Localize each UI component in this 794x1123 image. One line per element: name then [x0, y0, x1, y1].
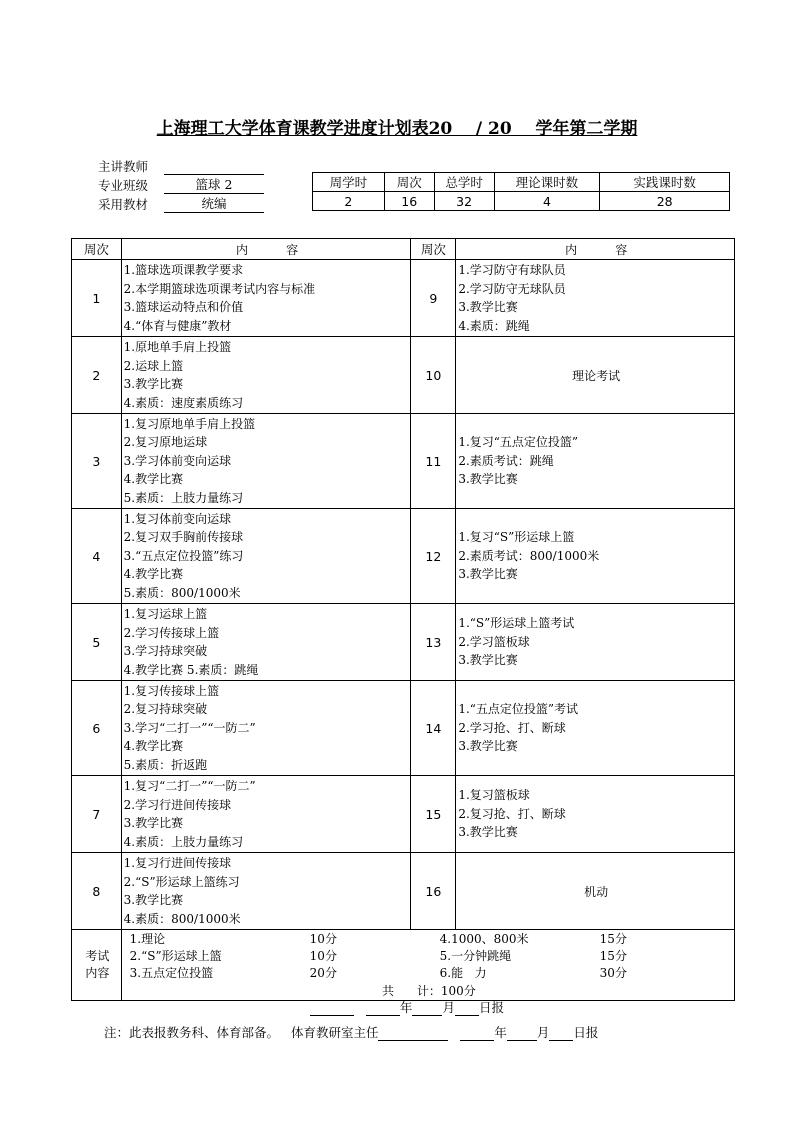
week-content — [121, 509, 411, 604]
week-content — [121, 681, 411, 776]
hours-header: 周学时 — [313, 173, 385, 192]
hours-value: 2 — [313, 192, 385, 211]
content-line: 3.教学比赛 — [458, 472, 518, 487]
week-number: 2 — [72, 337, 122, 414]
week-number: 13 — [411, 604, 456, 681]
week-content — [121, 414, 411, 509]
content-line: 3.教学比赛 — [458, 739, 518, 754]
content-line: 1.复习“二打一”“一防二” — [123, 779, 256, 793]
year-label: 年 — [494, 1025, 507, 1040]
content-line: 2.复习持球突破 — [123, 702, 208, 717]
year-label: 年 — [399, 1000, 413, 1015]
content-line: 4.教学比赛 — [123, 739, 184, 754]
content-line: 1.原地单手肩上投篮 — [123, 340, 232, 354]
exam-item: 3.五点定位投篮 — [129, 965, 214, 980]
content-line: 5.素质：上肢力量练习 — [123, 490, 244, 505]
content-line: 3.篮球运动特点和价值 — [123, 300, 244, 314]
exam-item: 5.一分钟跳绳 — [439, 948, 512, 963]
content-line: 4.教学比赛 — [123, 567, 184, 582]
week-number: 5 — [72, 604, 122, 681]
content-line: 4.素质：速度素质练习 — [123, 395, 244, 410]
content-line: 1.复习行进间传接球 — [123, 856, 232, 870]
textbook-field[interactable]: 统编 — [164, 195, 264, 213]
month-label: 月 — [442, 1000, 455, 1015]
day-field[interactable] — [549, 1026, 573, 1041]
exam-score: 15分 — [599, 948, 627, 963]
content-line: 1.复习“S”形运球上篮 — [458, 530, 575, 545]
week-number: 11 — [411, 414, 456, 509]
content-line: 2.素质考试：800/1000米 — [458, 548, 600, 563]
content-line: 2.学习抢、打、断球 — [458, 720, 566, 735]
table-row — [72, 337, 735, 414]
week-number: 9 — [411, 260, 456, 337]
month-field[interactable] — [412, 1001, 442, 1016]
week-number: 14 — [411, 681, 456, 776]
exam-label — [72, 930, 122, 1001]
content-line: 3.教学比赛 — [458, 653, 518, 668]
week-content — [456, 260, 735, 337]
day-report-label: 日报 — [478, 1000, 504, 1015]
year-field[interactable] — [460, 1026, 494, 1041]
exam-item: 6.能 力 — [439, 965, 487, 980]
content-line: 1.复习原地单手肩上投篮 — [123, 416, 256, 431]
content-line: 5.素质：折返跑 — [123, 757, 208, 772]
content-line: 3.学习“二打一”“一防二” — [123, 720, 256, 735]
teacher-field[interactable] — [164, 157, 264, 175]
week-header: 周次 — [72, 239, 122, 260]
schedule-table — [71, 238, 735, 1001]
course-info — [98, 157, 298, 214]
content-line: 1.复习运球上篮 — [123, 607, 208, 621]
content-line: 2.复习抢、打、断球 — [458, 806, 566, 821]
content-line: 1.复习“五点定位投篮” — [458, 435, 579, 450]
class-label: 专业班级 — [98, 178, 149, 193]
content-line: 2.运球上篮 — [123, 358, 184, 373]
content-line: 1.“五点定位投篮”考试 — [458, 702, 579, 717]
week-header: 周次 — [411, 239, 456, 260]
week-content — [121, 853, 411, 930]
week-content — [456, 509, 735, 604]
hours-header: 实践课时数 — [600, 173, 730, 192]
month-label: 月 — [536, 1025, 550, 1040]
content-line: 4.素质：跳绳 — [458, 318, 530, 333]
class-field[interactable]: 篮球 2 — [164, 176, 264, 194]
week-content — [456, 776, 735, 853]
content-line: 1.学习防守有球队员 — [458, 263, 566, 277]
content-line: 3.教学比赛 — [123, 377, 184, 391]
content-line: 5.素质：800/1000米 — [123, 585, 241, 600]
content-header: 内 容 — [456, 239, 735, 260]
table-row — [72, 414, 735, 509]
content-line: 2.学习行进间传接球 — [123, 797, 232, 812]
week-number: 6 — [72, 681, 122, 776]
hours-value: 32 — [434, 192, 494, 211]
exam-item: 1.理论 — [129, 931, 166, 946]
director-label: 体育教研室主任 — [290, 1025, 379, 1040]
exam-score: 10分 — [309, 948, 337, 963]
content-line: 2.学习防守无球队员 — [458, 281, 566, 296]
week-number: 15 — [411, 776, 456, 853]
content-line: 4.素质：上肢力量练习 — [123, 834, 244, 849]
content-line: 2.本学期篮球选项课考试内容与标准 — [123, 281, 316, 296]
week-number: 16 — [411, 853, 456, 930]
content-line: 2.“S”形运球上篮练习 — [123, 874, 240, 889]
footer-note: 注：此表报教务科、体育部备。 — [104, 1025, 280, 1040]
week-content — [456, 681, 735, 776]
hours-header: 周次 — [384, 173, 434, 192]
content-line: 3.教学比赛 — [458, 567, 518, 582]
page-title: 上海理工大学体育课教学进度计划表20 / 20 学年第二学期 — [156, 119, 638, 139]
year-field[interactable] — [366, 1001, 400, 1016]
content-line: 2.学习篮板球 — [458, 634, 530, 649]
week-content — [121, 776, 411, 853]
report-date — [310, 998, 504, 1016]
exam-item: 4.1000、800米 — [439, 931, 529, 946]
hours-header: 理论课时数 — [494, 173, 600, 192]
exam-score: 20分 — [309, 965, 337, 980]
exam-label-line: 内容 — [85, 966, 110, 980]
exam-score: 30分 — [599, 965, 627, 980]
content-line: 3.教学比赛 — [123, 816, 184, 830]
sign-field[interactable] — [310, 1001, 354, 1016]
week-number: 4 — [72, 509, 122, 604]
teacher-label: 主讲教师 — [98, 159, 149, 174]
content-line: 3.“五点定位投篮”练习 — [123, 548, 244, 563]
content-line: 1.篮球选项课教学要求 — [123, 263, 244, 277]
content-line: 1.复习体前变向运球 — [123, 511, 232, 526]
week-number: 10 — [411, 337, 456, 414]
week-content — [121, 604, 411, 681]
week-number: 3 — [72, 414, 122, 509]
content-line: 2.学习传接球上篮 — [123, 625, 220, 640]
content-line: 1.“S”形运球上篮考试 — [458, 616, 575, 631]
table-row — [72, 776, 735, 853]
table-row — [72, 681, 735, 776]
content-header: 内 容 — [121, 239, 411, 260]
day-report-label: 日报 — [573, 1025, 599, 1040]
exam-total: 共 计：100分 — [381, 983, 476, 998]
content-line: 3.学习体前变向运球 — [123, 453, 232, 468]
week-number: 8 — [72, 853, 122, 930]
week-content — [121, 260, 411, 337]
table-row — [72, 509, 735, 604]
content-line: 4.教学比赛 5.素质：跳绳 — [123, 662, 259, 677]
week-number: 1 — [72, 260, 122, 337]
exam-label-line: 考试 — [85, 949, 110, 963]
content-line: 3.学习持球突破 — [123, 644, 208, 658]
week-content — [456, 604, 735, 681]
content-line: 1.复习篮板球 — [458, 788, 530, 803]
hours-value: 28 — [600, 192, 730, 211]
content-line: 2.复习双手胸前传接球 — [123, 530, 244, 545]
table-row — [72, 604, 735, 681]
footer — [104, 1023, 598, 1041]
week-content: 机动 — [456, 853, 735, 930]
content-line: 3.教学比赛 — [123, 893, 184, 907]
content-line: 1.复习传接球上篮 — [123, 683, 220, 698]
day-field[interactable] — [455, 1001, 479, 1016]
content-line: 4.素质：800/1000米 — [123, 911, 241, 926]
exam-content — [121, 930, 734, 1001]
week-number: 7 — [72, 776, 122, 853]
exam-score: 15分 — [599, 931, 627, 946]
hours-header: 总学时 — [434, 173, 494, 192]
exam-score: 10分 — [309, 931, 337, 946]
hours-table — [312, 172, 730, 211]
table-row — [72, 853, 735, 930]
content-line: 3.教学比赛 — [458, 825, 518, 840]
week-content — [456, 414, 735, 509]
hours-value: 16 — [384, 192, 434, 211]
exam-item: 2.“S”形运球上篮 — [129, 948, 222, 963]
content-line: 4.“体育与健康”教材 — [123, 318, 232, 333]
director-field[interactable] — [378, 1026, 448, 1041]
week-content — [121, 337, 411, 414]
content-line: 3.教学比赛 — [458, 300, 518, 314]
hours-value: 4 — [494, 192, 600, 211]
month-field[interactable] — [507, 1026, 537, 1041]
content-line: 4.教学比赛 — [123, 472, 184, 487]
textbook-label: 采用教材 — [98, 197, 149, 212]
content-line: 2.素质考试：跳绳 — [458, 453, 554, 468]
week-number: 12 — [411, 509, 456, 604]
table-row — [72, 260, 735, 337]
week-content: 理论考试 — [456, 337, 735, 414]
content-line: 2.复习原地运球 — [123, 435, 208, 450]
